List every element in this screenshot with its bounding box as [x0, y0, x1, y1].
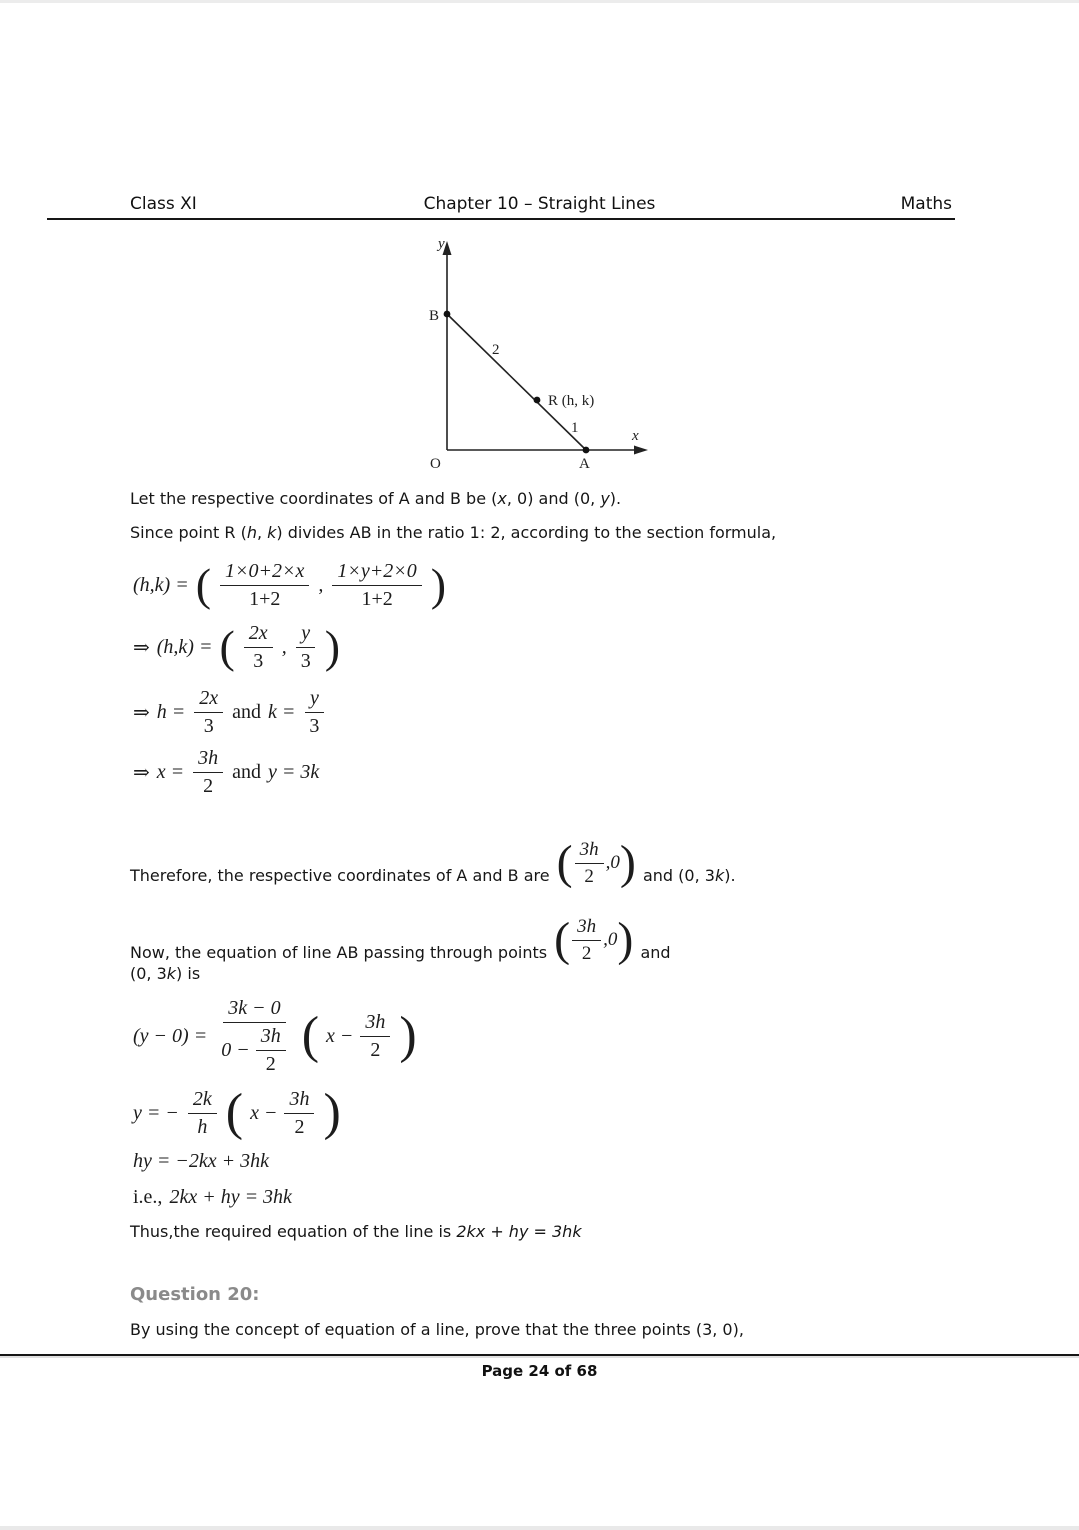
equation-section-formula: [133, 552, 446, 618]
implies-arrow: ⇒: [133, 701, 150, 724]
top-strip: [0, 0, 1079, 3]
close-paren: ): [399, 1006, 417, 1064]
figure-diagram: [408, 232, 660, 476]
fraction: $\frac{3h}{2}$: [360, 1010, 390, 1063]
para-0-3k-is: (0, 3k) is: [130, 964, 201, 983]
open-paren: (: [195, 559, 212, 611]
para-thus-conclusion: Thus,the required equation of the line is 2kx + hy = 3hk: [130, 1222, 582, 1241]
open-paren: (: [225, 1083, 244, 1141]
footer-rule: [0, 1354, 1079, 1356]
header-chapter-title: Chapter 10 – Straight Lines: [423, 194, 656, 214]
para-section-formula: Since point R (h, k) divides AB in the ratio 1: 2, according to the section formula,: [130, 523, 777, 542]
para-now-and: and: [640, 942, 671, 962]
para-coordinates-intro: Let the respective coordinates of A and B be (x, 0) and (0, y).: [130, 489, 622, 508]
fraction: $\frac{3h}{2}$: [193, 746, 223, 799]
header-class: Class XI: [130, 194, 197, 214]
big-fraction: 3k − 0 0 − $\frac{3h}{2}$: [216, 996, 293, 1077]
eq3-lhs: h =: [156, 700, 186, 723]
eq4-rhs: y = 3k: [268, 760, 320, 783]
fraction: $\frac{2x}{3}$: [194, 686, 223, 739]
point-a-dot: [583, 447, 590, 454]
equation-h-and-k: [133, 684, 326, 740]
comma: ,: [281, 635, 287, 658]
open-paren: (: [554, 912, 571, 966]
equation-slope-form: [133, 1080, 341, 1146]
point-r-dot: [534, 397, 541, 404]
and-word: and: [232, 700, 262, 723]
para-therefore-tail: and (0, 3k).: [642, 865, 736, 885]
coordinate-rest: ,0: [603, 929, 618, 951]
inline-math-coordinate-a: [556, 835, 636, 889]
para-therefore-text: Therefore, the respective coordinates of A and B are: [130, 865, 550, 885]
equation-hk-simplified: [133, 618, 340, 676]
paren-group: x − $\frac{3h}{2}$: [326, 1010, 392, 1063]
nested-denominator: 0 − $\frac{3h}{2}$: [216, 1023, 293, 1077]
x-axis-arrowhead: [634, 446, 648, 455]
close-paren: ): [617, 912, 634, 966]
point-b-dot: [444, 311, 451, 318]
equation-x-and-y: [133, 744, 319, 800]
implies-arrow: ⇒: [133, 761, 150, 784]
equation-final: i.e., 2kx + hy = 3hk: [133, 1185, 292, 1208]
close-paren: ): [323, 1083, 341, 1141]
para-now-text: Now, the equation of line AB passing through points: [130, 942, 548, 962]
open-paren: (: [219, 621, 235, 673]
fraction: $\frac{y}{3}$: [296, 621, 316, 674]
para-question-20-text: By using the concept of equation of a line, prove that the three points (3, 0),: [130, 1320, 744, 1339]
inline-math-coordinate-b: [554, 912, 634, 966]
paren-group: x − $\frac{3h}{2}$: [250, 1087, 316, 1140]
eq3-lhs2: k =: [268, 700, 296, 723]
fraction: $\frac{3h}{2}$: [284, 1087, 314, 1140]
fraction: $\frac{y}{3}$: [304, 686, 324, 739]
point-b-label: B: [429, 308, 440, 324]
close-paren: ): [324, 621, 341, 673]
question-20-heading: Question 20:: [130, 1284, 260, 1305]
x-axis-label: x: [632, 428, 639, 444]
header-rule: [47, 218, 955, 220]
open-paren: (: [556, 835, 573, 889]
implies-arrow: ⇒: [133, 636, 150, 659]
comma: ,: [318, 573, 324, 596]
eq5-lhs: (y − 0) =: [133, 1024, 208, 1047]
equation-two-point-form: [133, 985, 417, 1087]
eq6-lhs: y = −: [133, 1101, 179, 1124]
fraction: $\frac{1\times y+2\times 0}{1+2}$: [332, 559, 421, 612]
eq2-lhs: (h,k) =: [156, 635, 213, 658]
header-subject: Maths: [900, 194, 952, 214]
fraction: $\frac{2x}{3}$: [244, 621, 273, 674]
para-therefore: [130, 835, 1030, 902]
page-header: [0, 194, 1079, 218]
bottom-strip: [0, 1526, 1079, 1530]
fraction: $\frac{2k}{h}$: [188, 1087, 217, 1140]
close-paren: ): [619, 835, 636, 889]
ie-label: i.e.,: [133, 1185, 163, 1208]
and-word: and: [232, 760, 262, 783]
origin-label: O: [430, 456, 441, 472]
eq1-lhs: (h,k) =: [133, 573, 189, 596]
y-axis-label: y: [438, 236, 445, 252]
point-a-label: A: [579, 456, 590, 472]
line-ab: [447, 314, 586, 450]
fraction: $\frac{3h}{2}$: [256, 1024, 286, 1077]
fraction: $\frac{1\times 0+2\times x}{1+2}$: [220, 559, 309, 612]
eq4-lhs: x =: [156, 760, 185, 783]
close-paren: ): [430, 559, 447, 611]
equation-expanded: hy = −2kx + 3hk: [133, 1149, 269, 1172]
point-r-label: R (h, k): [548, 393, 595, 409]
open-paren: (: [301, 1006, 320, 1064]
footer-page-number: Page 24 of 68: [481, 1362, 598, 1380]
segment-ra-ratio-label: 1: [571, 420, 579, 436]
coordinate-rest: ,0: [605, 852, 620, 874]
segment-br-ratio-label: 2: [492, 342, 500, 358]
fraction: $\frac{3h}{2}$: [575, 838, 604, 889]
fraction: $\frac{3h}{2}$: [572, 915, 601, 966]
